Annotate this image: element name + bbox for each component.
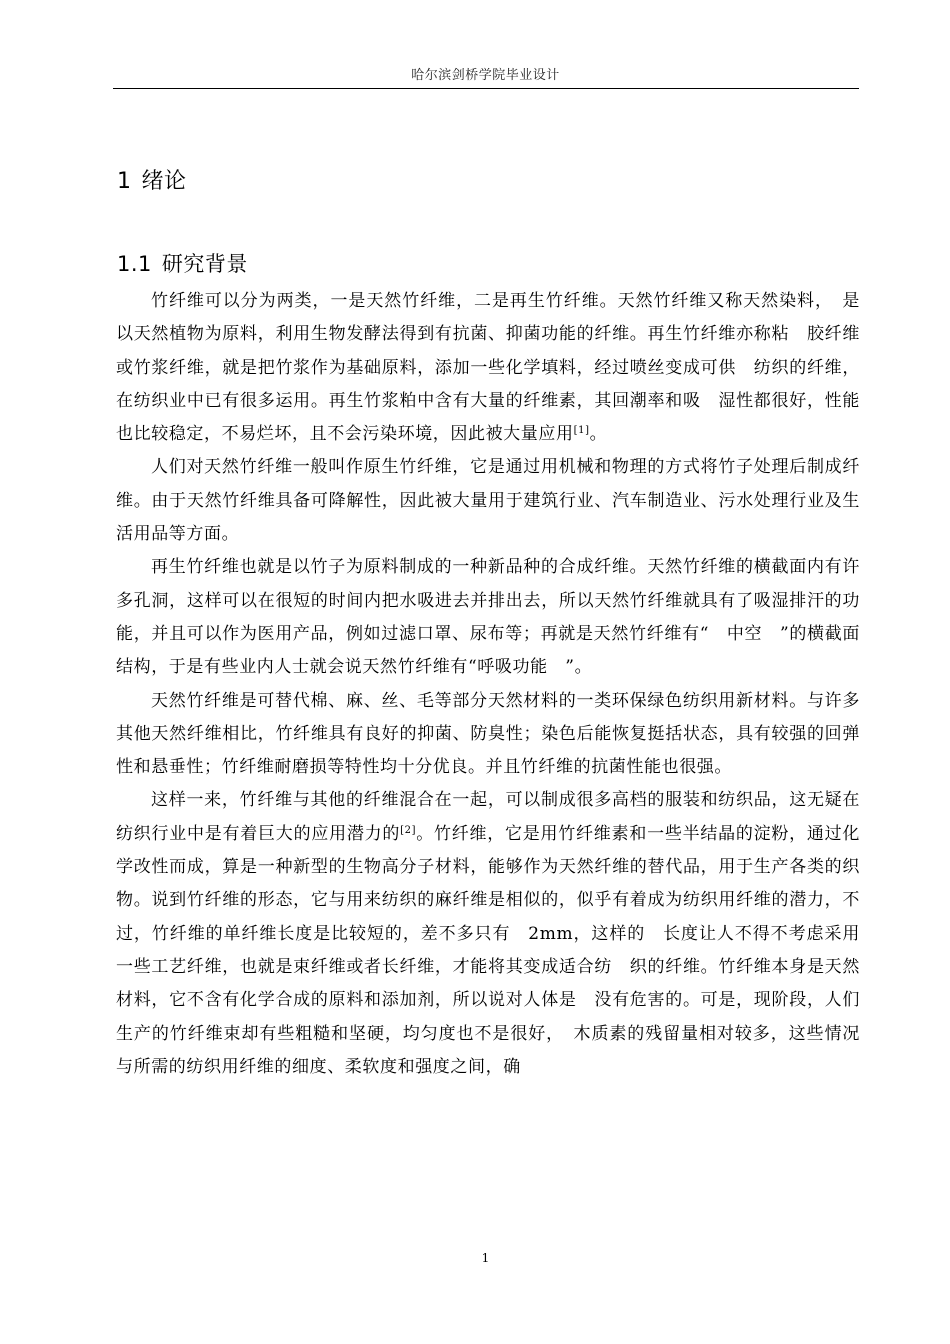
paragraph	[116, 784, 860, 1084]
citation-ref: [2]	[400, 824, 417, 836]
paragraph	[116, 685, 860, 785]
chapter-title	[117, 164, 187, 195]
chapter-number: 1	[117, 169, 132, 194]
section-number: 1.1	[117, 252, 152, 276]
citation-ref: [1]	[573, 425, 590, 437]
body-text	[116, 285, 860, 1084]
paragraph-text: 再生竹纤维也就是以竹子为原料制成的一种新品种的合成纤维。天然竹纤维的横截面内有许多孔洞，这样可以在很短的时间内把水吸进去并排出去，所以天然竹纤维就具有了吸湿排汗的功能，并且可以作为医用产品，例如过滤口罩、尿布等；再就是天然竹纤维有“ 中空 ”的横截面结构，于是有些业内人士就会说天然竹纤维有“呼吸功能 ”。	[116, 557, 860, 678]
paragraph-text: 天然竹纤维是可替代棉、麻、丝、毛等部分天然材料的一类环保绿色纺织用新材料。与许多其他天然纤维相比，竹纤维具有良好的抑菌、防臭性；染色后能恢复挺括状态，具有较强的回弹性和悬垂性；竹纤维耐磨损等特性均十分优良。并且竹纤维的抗菌性能也很强。	[116, 690, 860, 778]
section-title	[117, 248, 248, 278]
paragraph-text: 这样一来，竹纤维与其他的纤维混合在一起，可以制成很多高档的服装和纺织品，这无疑在纺织行业中是有着巨大的应用潜力的	[116, 790, 860, 844]
paragraph	[116, 551, 860, 684]
paragraph	[116, 451, 860, 551]
paragraph	[116, 285, 860, 451]
header-divider	[113, 88, 859, 89]
page-header: 哈尔滨剑桥学院毕业设计	[411, 68, 560, 83]
page-number: 1	[481, 1251, 490, 1265]
paragraph-tail: 。	[589, 424, 608, 445]
paragraph-tail: 。竹纤维，它是用竹纤维素和一些半结晶的淀粉，通过化学改性而成，算是一种新型的生物高分子材料，能够作为天然纤维的替代品，用于生产各类的织物。说到竹纤维的形态，它与用来纺织的麻纤维是相似的，似乎有着成为纺织用纤维的潜力，不过，竹纤维的单纤维长度是比较短的，差不多只有 2mm，这样的 长度让人不得不考虑采用一些工艺纤维，也就是束纤维或者长纤维，才能将其变成适合纺 织的纤维。竹纤维本身是天然材料，它不含有化学合成的原料和添加剂，所以说对人体是 没有危害的。可是，现阶段，人们生产的竹纤维束却有些粗糙和坚硬，均匀度也不是很好， 木质素的残留量相对较多，这些情况与所需的纺织用纤维的细度、柔软度和强度之间，确	[116, 823, 860, 1077]
chapter-title-text: 绪论	[141, 169, 187, 194]
paragraph-text: 人们对天然竹纤维一般叫作原生竹纤维，它是通过用机械和物理的方式将竹子处理后制成纤维。由于天然竹纤维具备可降解性，因此被大量用于建筑行业、汽车制造业、污水处理行业及生活用品等方面。	[116, 457, 860, 545]
paragraph-text: 竹纤维可以分为两类，一是天然竹纤维，二是再生竹纤维。天然竹纤维又称天然染料， 是以天然植物为原料，利用生物发酵法得到有抗菌、抑菌功能的纤维。再生竹纤维亦称粘 胶纤维或竹浆纤维，就是把竹浆作为基础原料，添加一些化学填料，经过喷丝变成可供 纺织的纤维，在纺织业中已有很多运用。再生竹浆粕中含有大量的纤维素，其回潮率和吸 湿性都很好，性能也比较稳定，不易烂坏，且不会污染环境，因此被大量应用	[116, 291, 860, 445]
section-title-text: 研究背景	[161, 252, 248, 276]
